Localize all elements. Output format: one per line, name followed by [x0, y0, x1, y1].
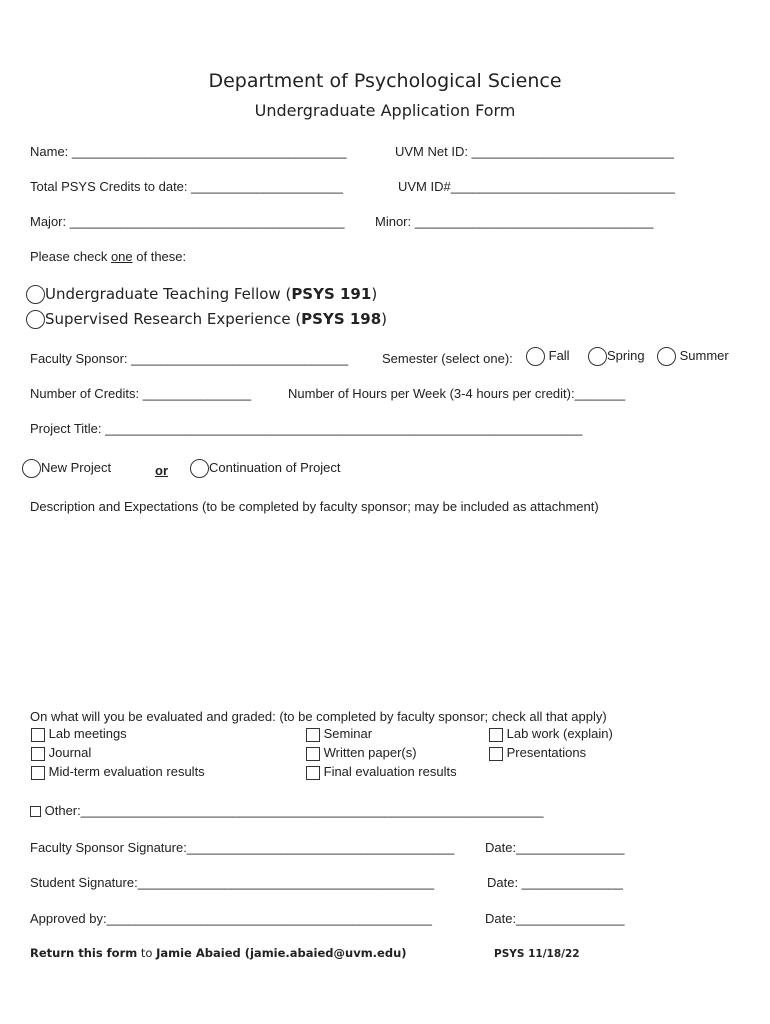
eval-midterm[interactable]: Mid-term evaluation results	[31, 764, 205, 780]
eval-lab-work[interactable]: Lab work (explain)	[489, 726, 613, 742]
eval-journal[interactable]: Journal	[31, 745, 91, 761]
uvm-id-field[interactable]: UVM ID#_______________________________	[398, 179, 675, 194]
checkbox-icon[interactable]	[306, 728, 320, 742]
student-date-field[interactable]: Date: ______________	[487, 875, 623, 890]
eval-other[interactable]: Other:________________________________________________________________	[30, 803, 543, 818]
eval-written-paper[interactable]: Written paper(s)	[306, 745, 417, 761]
major-field[interactable]: Major: ______________________________________	[30, 214, 345, 229]
page-subtitle: Undergraduate Application Form	[254, 101, 516, 120]
approved-date-field[interactable]: Date:_______________	[485, 911, 625, 926]
faculty-date-field[interactable]: Date:_______________	[485, 840, 625, 855]
radio-icon[interactable]	[26, 310, 45, 329]
or-label: or	[155, 463, 168, 478]
checkbox-icon[interactable]	[31, 728, 45, 742]
radio-icon[interactable]	[657, 347, 676, 366]
page-title: Department of Psychological Science	[208, 70, 562, 92]
minor-field[interactable]: Minor: _________________________________	[375, 214, 654, 229]
checkbox-icon[interactable]	[489, 747, 503, 761]
student-signature-field[interactable]: Student Signature:_________________________________________	[30, 875, 435, 890]
option-research-experience[interactable]: Supervised Research Experience (PSYS 198)	[26, 310, 387, 329]
checkbox-icon[interactable]	[31, 766, 45, 780]
form-code: PSYS 11/18/22	[494, 948, 580, 960]
eval-seminar[interactable]: Seminar	[306, 726, 372, 742]
semester-label: Semester (select one):	[382, 351, 513, 366]
approved-by-field[interactable]: Approved by:_____________________________________________	[30, 911, 432, 926]
faculty-sponsor-field[interactable]: Faculty Sponsor: ______________________________	[30, 351, 349, 366]
checkbox-icon[interactable]	[306, 747, 320, 761]
checkbox-icon[interactable]	[30, 806, 41, 817]
hours-per-week-field[interactable]: Number of Hours per Week (3-4 hours per credit):_______	[288, 386, 626, 401]
radio-icon[interactable]	[190, 459, 209, 478]
radio-icon[interactable]	[26, 285, 45, 304]
radio-icon[interactable]	[22, 459, 41, 478]
eval-presentations[interactable]: Presentations	[489, 745, 586, 761]
option-teaching-fellow[interactable]: Undergraduate Teaching Fellow (PSYS 191)	[26, 285, 377, 304]
project-title-field[interactable]: Project Title: __________________________________________________________________	[30, 421, 583, 436]
semester-spring[interactable]: Spring	[588, 347, 645, 366]
name-field[interactable]: Name: ______________________________________	[30, 144, 347, 159]
new-project-option[interactable]: New Project	[22, 459, 111, 478]
check-instruction: Please check one of these:	[30, 249, 187, 264]
eval-lab-meetings[interactable]: Lab meetings	[31, 726, 127, 742]
checkbox-icon[interactable]	[31, 747, 45, 761]
net-id-field[interactable]: UVM Net ID: ____________________________	[395, 144, 675, 159]
credits-to-date-field[interactable]: Total PSYS Credits to date: _____________________	[30, 179, 343, 194]
description-label: Description and Expectations (to be completed by faculty sponsor; may be included as attachment)	[30, 499, 599, 514]
semester-summer[interactable]: Summer	[657, 347, 729, 366]
checkbox-icon[interactable]	[306, 766, 320, 780]
number-of-credits-field[interactable]: Number of Credits: _______________	[30, 386, 252, 401]
faculty-signature-field[interactable]: Faculty Sponsor Signature:_____________________________________	[30, 840, 455, 855]
checkbox-icon[interactable]	[489, 728, 503, 742]
radio-icon[interactable]	[526, 347, 545, 366]
continuation-option[interactable]: Continuation of Project	[190, 459, 341, 478]
semester-fall[interactable]: Fall	[526, 347, 570, 366]
radio-icon[interactable]	[588, 347, 607, 366]
evaluation-question: On what will you be evaluated and graded: (to be completed by faculty sponsor; check all that apply)	[30, 709, 607, 724]
return-instructions: Return this form to Jamie Abaied (jamie.abaied@uvm.edu)	[30, 946, 407, 960]
eval-final[interactable]: Final evaluation results	[306, 764, 457, 780]
